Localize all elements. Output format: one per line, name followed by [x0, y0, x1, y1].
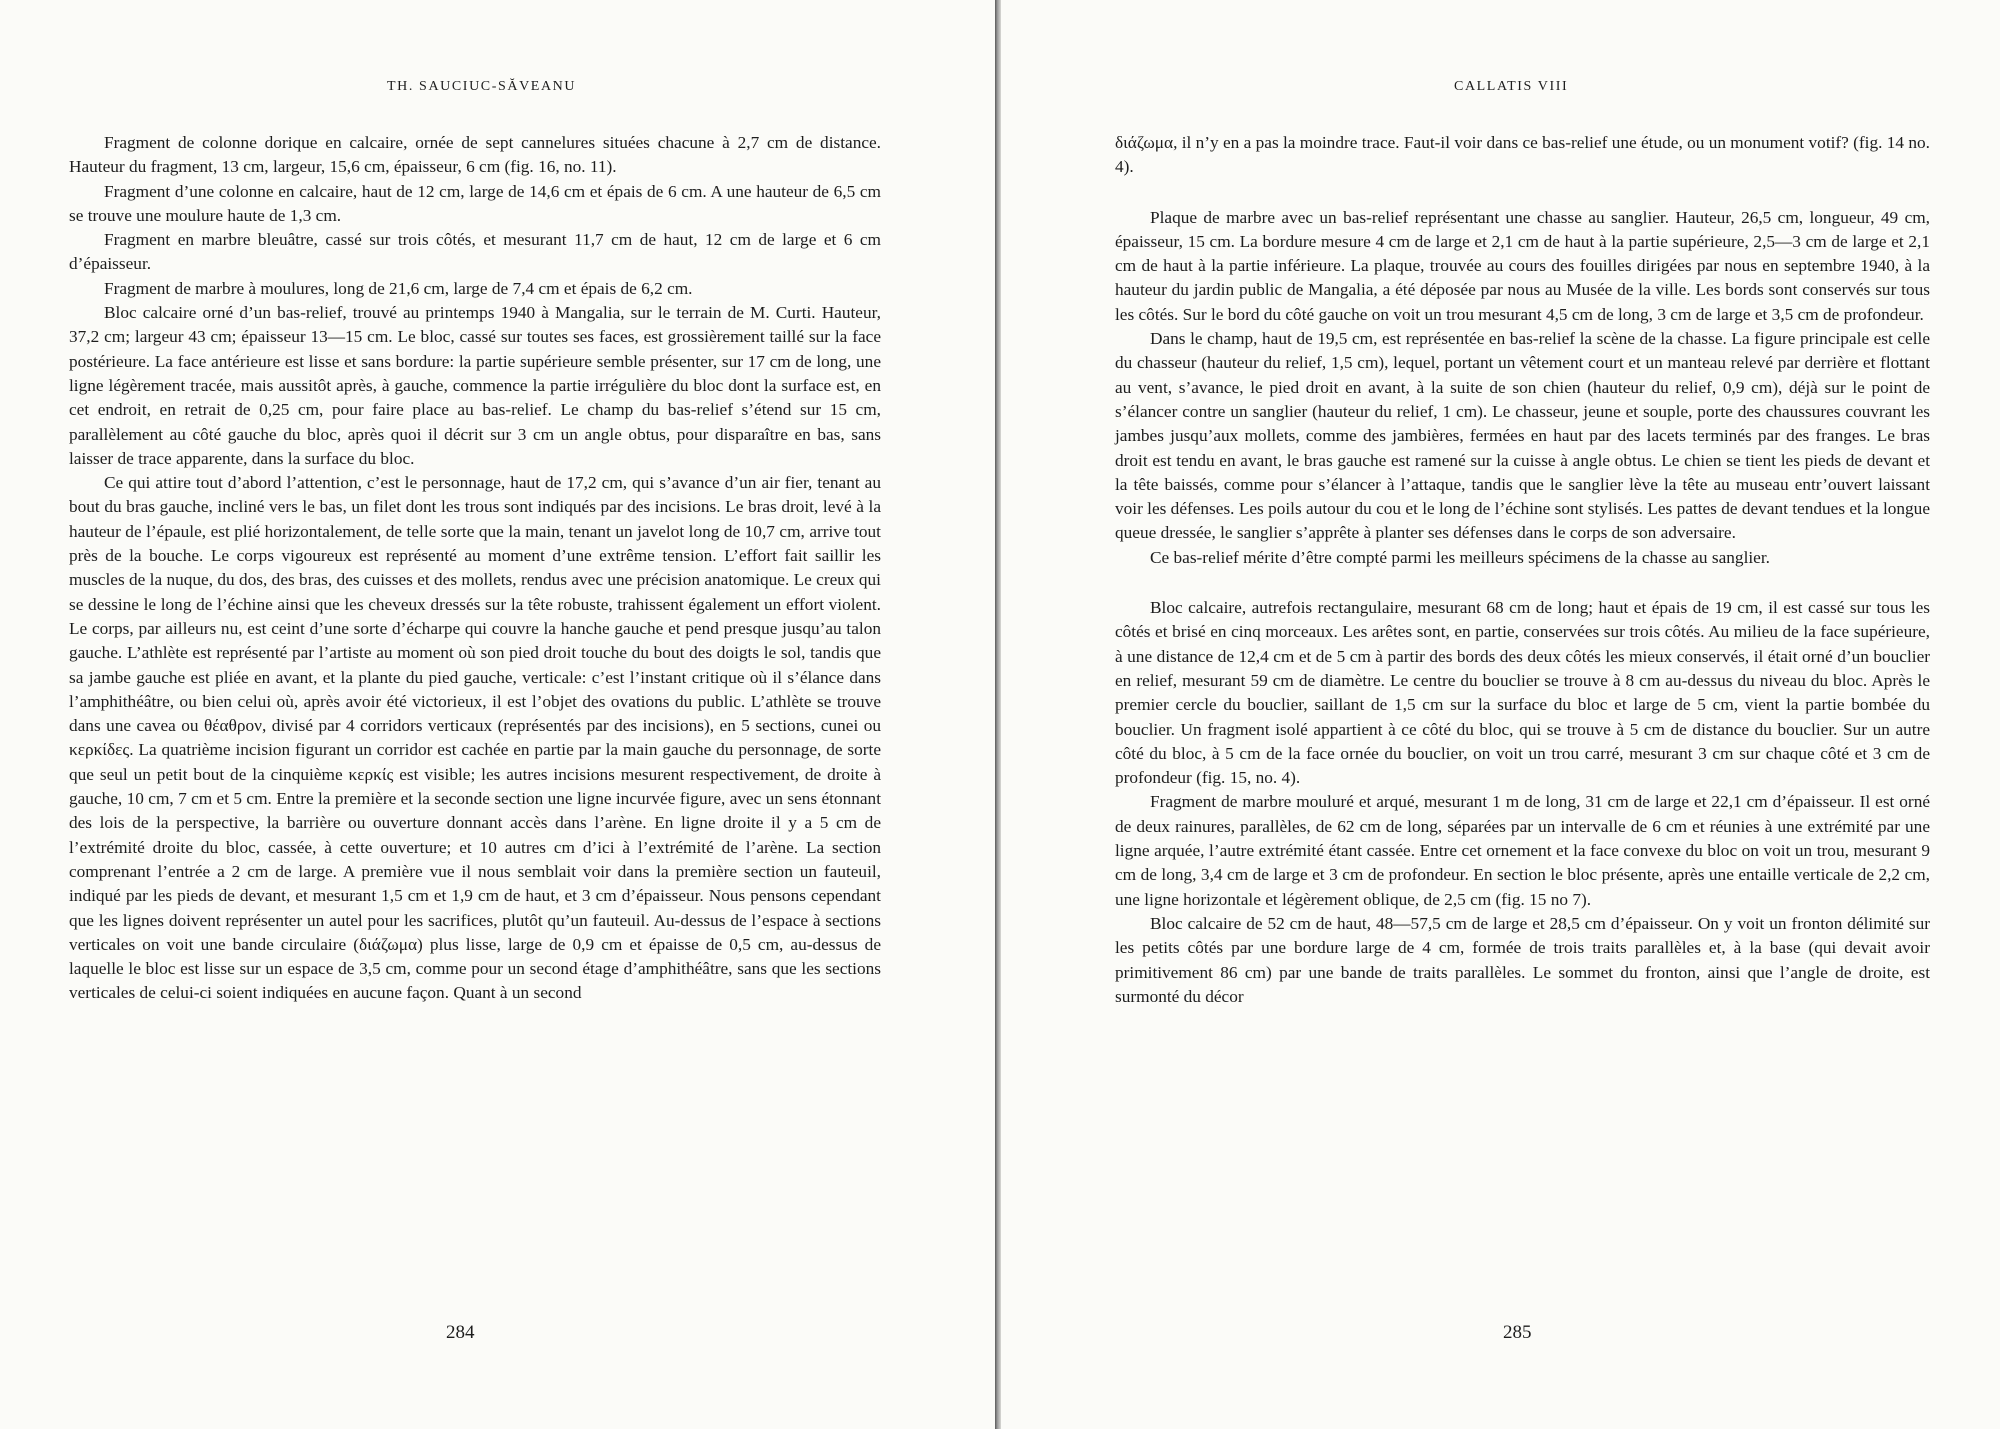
paragraph-marbre-arque: Fragment de marbre mouluré et arqué, mesurant 1 m de long, 31 cm de large et 22,1 cm d’épaisseur. Il est orné de deux rainures, parallèles, de 62 cm de long, séparées par un intervalle de 6 cm et réunies à une extrémité par une ligne arquée, l’autre extrémité étant cassée. Entre cet ornement et la face convexe du bloc on voit un trou, mesurant 9 cm de long, 3,4 cm de large et 3 cm de profondeur. En section le bloc présente, après une entaille verticale de 2,2 cm, une ligne horizontale et légèrement oblique, de 2,5 cm (fig. 15 no 7). [1115, 792, 1930, 909]
paragraph-colonne-calcaire: Fragment d’une colonne en calcaire, haut de 12 cm, large de 14,6 cm et épais de 6 cm. A une hauteur de 6,5 cm se trouve une moulure haute de 1,3 cm. [69, 181, 881, 225]
running-head-author: TH. SAUCIUC-SĂVEANU [387, 79, 577, 94]
right-page [1000, 0, 2000, 1429]
paragraph-personnage: Ce qui attire tout d’abord l’attention, c’est le personnage, haut de 17,2 cm, qui s’avance d’un air fier, tenant au bout du bras gauche, incliné vers le bas, un filet dont les trous sont indiqués par des incisions. Le bras droit, levé à la hauteur de l’épaule, est plié horizontalement, de telle sorte que la main, tenant un javelot long de 10,7 cm, arrive tout près de la bouche. Le corps vigoureux est représenté au moment d’une extrême tension. L’effort fait saillir les muscles de la nuque, du dos, des bras, des cuisses et des mollets, rendus avec une précision anatomique. Le creux qui se dessine le long de l’échine ainsi que les cheveux dressés sur la tête robuste, trahissent également un effort violent. Le corps, par ailleurs nu, est ceint d’une sorte d’écharpe qui couvre la hanche gauche et pend presque jusqu’au talon gauche. L’athlète est représenté par l’artiste au moment où son pied droit touche du bout des doigts le sol, tandis que sa jambe gauche est pliée en avant, et la plante du pied gauche, verticale: c’est l’instant critique où il s’élance dans l’amphithéâtre, ou bien celui où, après avoir été victorieux, il est l’objet des ovations du public. L’athlète se trouve dans une cavea ou θέαθρον, divisé par 4 corridors verticaux (représentés par des incisions), en 5 sections, cunei ou κερκίδες. La quatrième incision figurant un corridor est cachée en partie par la main gauche du personnage, de sorte que seul un petit bout de la cinquième κερκίς est visible; les autres incisions mesurent respectivement, de droite à gauche, 10 cm, 7 cm et 5 cm. Entre la première et la seconde section une ligne incurvée figure, avec un sens étonnant des lois de la perspective, la barrière ou ouverture donnant accès dans l’arène. En ligne droite il y a 5 cm de l’extrémité droite du bloc, cassée, à cette ouverture; et 10 autres cm d’ici à l’extrémité de l’arène. La section comprenant l’entrée a 2 cm de large. A première vue il nous semblait voir dans la première section un fauteuil, indiqué par les pieds de devant, et mesurant 1,5 cm et 1,9 cm de haut, et 3 cm d’épaisseur. Nous pensons cependant que les lignes doivent représenter un autel pour les sacrifices, plutôt qu’un fauteuil. Au-dessus de l’espace à sections verticales on voit une bande circulaire (διάζωμα) plus lisse, large de 0,9 cm et épaisse de 0,5 cm, au-dessus de laquelle le bloc est lisse sur un espace de 3,5 cm, comme pour un second étage d’amphithéâtre, sans que les sections verticales de celui-ci soient indiquées en aucune façon. Quant à un second [69, 473, 881, 1003]
running-head-title: CALLATIS VIII [1454, 79, 1569, 94]
left-page [0, 0, 996, 1429]
paragraph-colonne-dorique: Fragment de colonne dorique en calcaire, ornée de sept cannelures situées chacune à 2,7 cm de distance. Hauteur du fragment, 13 cm, largeur, 15,6 cm, épaisseur, 6 cm (fig. 16, no. 11). [69, 133, 881, 177]
paragraph-marbre-bleuatre: Fragment en marbre bleuâtre, cassé sur trois côtés, et mesurant 11,7 cm de haut, 12 cm de large et 6 cm d’épaisseur. [69, 230, 881, 274]
paragraph-bloc-fronton: Bloc calcaire de 52 cm de haut, 48—57,5 cm de large et 28,5 cm d’épaisseur. On y voit un fronton délimité sur les petits côtés par une bordure large de 4 cm, formée de trois traits parallèles et, à la base (qui devait avoir primitivement 86 cm) par une bande de traits parallèles. Le sommet du fronton, ainsi que l’angle de droite, est surmonté du décor [1115, 913, 1930, 1006]
page-number: 285 [1503, 1322, 1532, 1343]
right-body-text [1115, 131, 1930, 1009]
paragraph-marbre-moulures: Fragment de marbre à moulures, long de 21,6 cm, large de 7,4 cm et épais de 6,2 cm. [104, 278, 693, 298]
page-number: 284 [446, 1322, 475, 1343]
paragraph-scene-chasse: Dans le champ, haut de 19,5 cm, est représentée en bas-relief la scène de la chasse. La figure principale est celle du chasseur (hauteur du relief, 1,5 cm), lequel, portant un vêtement court et un manteau relevé par derrière et flottant au vent, s’avance, le pied droit en avant, à la suite de son chien (hauteur du relief, 0,9 cm), déjà sur le point de s’élancer contre un sanglier (hauteur du relief, 1 cm). Le chasseur, jeune et souple, porte des chaussures couvrant les jambes jusqu’aux mollets, comme des jambières, fermées en haut par des lacets terminés par des franges. Le bras droit est tendu en avant, le bras gauche est ramené sur la cuisse à angle obtus. Le chien se tient les pieds de devant et la tête baissés, comme pour s’élancer à l’attaque, tandis que le sanglier lève la tête au museau entr’ouvert laissant voir les défenses. Les poils autour du cou et le long de l’échine sont stylisés. Les pattes de devant tendues et la longue queue dressée, le sanglier s’apprête à planter ses défenses dans le corps de son adversaire. [1115, 329, 1930, 543]
paragraph-merite: Ce bas-relief mérite d’être compté parmi les meilleurs spécimens de la chasse au sanglier. [1150, 547, 1770, 567]
left-body-text [69, 131, 881, 1006]
paragraph-bloc-bas-relief: Bloc calcaire orné d’un bas-relief, trouvé au printemps 1940 à Mangalia, sur le terrain de M. Curti. Hauteur, 37,2 cm; largeur 43 cm; épaisseur 13—15 cm. Le bloc, cassé sur toutes ses faces, est grossièrement taillé sur la face postérieure. La face antérieure est lisse et sans bordure: la partie supérieure semble présenter, sur 17 cm de long, une ligne légèrement tracée, mais aussitôt après, à gauche, commence la partie irrégulière du bloc dont la surface est, en cet endroit, en retrait de 0,25 cm, pour faire place au bas-relief. Le champ du bas-relief s’étend sur 15 cm, parallèlement au côté gauche du bloc, après quoi il décrit sur 3 cm un angle obtus, pour disparaître en bas, sans laisser de trace apparente, dans la surface du bloc. [69, 303, 881, 468]
paragraph-plaque-chasse: Plaque de marbre avec un bas-relief représentant une chasse au sanglier. Hauteur, 26,5 cm, longueur, 49 cm, épaisseur, 15 cm. La bordure mesure 4 cm de large et 2,1 cm de haut à la partie supérieure, 2,5—3 cm de large et 2,1 cm de haut à la partie inférieure. La plaque, trouvée au cours des fouilles dirigées par nous en septembre 1940, à la hauteur du jardin public de Mangalia, a été déposée par nous au Musée de la ville. Les bords sont conservés sur tous les côtés. Sur le bord du côté gauche on voit un trou mesurant 4,5 cm de long, 3 cm de large et 3,5 cm de profondeur. [1115, 207, 1930, 324]
paragraph-bloc-bouclier: Bloc calcaire, autrefois rectangulaire, mesurant 68 cm de long; haut et épais de 19 cm, il est cassé sur tous les côtés et brisé en cinq morceaux. Les arêtes sont, en partie, conservées sur trois côtés. Au milieu de la face supérieure, à une distance de 12,4 cm et de 5 cm à partir des bords des deux côtés les mieux conservés, il était orné d’un bouclier en relief, mesurant 59 cm de diamètre. Le centre du bouclier se trouve à 8 cm au-dessus du niveau du bloc. Après le premier cercle du bouclier, saillant de 1,5 cm sur la surface du bloc et large de 5 cm, vient la partie bombée du bouclier. Un fragment isolé appartient à ce côté du bloc, qui se trouve à 5 cm de distance du bouclier. Sur un autre côté du bloc, à 5 cm de la face ornée du bouclier, on voit un trou carré, mesurant 3 cm sur chaque côté et 3 cm de profondeur (fig. 15, no. 4). [1115, 598, 1930, 788]
paragraph-diazoma-continued: διάζωμα, il n’y en a pas la moindre trace. Faut-il voir dans ce bas-relief une étude, ou un monument votif? (fig. 14 no. 4). [1115, 133, 1930, 177]
